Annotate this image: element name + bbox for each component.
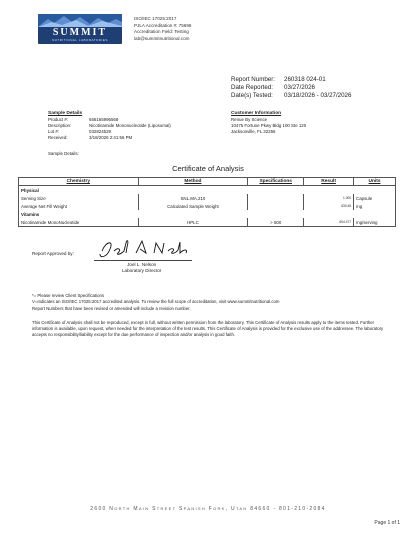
product-value: 656165996568	[89, 117, 119, 122]
lot-value: 032824529	[89, 129, 111, 134]
cell-chemistry: Serving Size	[19, 194, 139, 202]
header-result: Result	[304, 178, 354, 186]
cell-method: SNL.MA.210	[138, 194, 248, 202]
description-value: Nicotinamide Mononucleotide (Liposomal)	[89, 123, 171, 128]
table-row	[19, 194, 396, 202]
report-number-label: Report Number:	[231, 76, 276, 83]
description-label: Description:	[48, 123, 72, 128]
signature-image	[96, 237, 194, 261]
group-label: Vitamins	[19, 210, 139, 218]
coa-title: Certificate of Analysis	[172, 164, 244, 173]
accreditation-line: PJLA Accreditation #: 75696	[134, 22, 192, 28]
cell-units: Capsule	[354, 194, 396, 202]
note-line: Report Numbers that have been revised or amended will include a revision number.	[32, 305, 191, 311]
cell-result: 630.45	[304, 202, 354, 210]
cell-chemistry: Nicotinamide MonoNucleotide	[19, 218, 139, 227]
group-row	[19, 210, 396, 218]
accreditation-line: Accreditation Field: Testing	[134, 29, 189, 35]
cell-units: mg	[354, 202, 396, 210]
signatory-title: Laboratory Director	[122, 268, 162, 273]
header-units: Units	[354, 178, 396, 186]
header-specifications: Specifications	[248, 178, 304, 186]
product-label: Product #:	[48, 117, 69, 122]
report-info	[231, 76, 351, 100]
header-method: Method	[138, 178, 248, 186]
signature-line	[94, 260, 192, 261]
header-chemistry: Chemistry	[19, 178, 139, 186]
customer-info-title: Customer Information	[231, 111, 282, 116]
lot-label: Lot #:	[48, 129, 59, 134]
date-tested-label: Date(s) Tested:	[231, 92, 273, 99]
date-reported: 03/27/2026	[284, 84, 315, 91]
table-row	[19, 218, 396, 227]
received-value: 3/18/2026 2:41:56 PM	[89, 135, 133, 140]
accreditation-line: ISO/IEC 17025:2017	[134, 16, 177, 21]
signatory-name: Joel L. Nelson	[127, 262, 157, 267]
table-header-row	[19, 178, 396, 186]
customer-address-line2: Jacksonville, FL 32256	[231, 129, 276, 134]
results-table	[18, 177, 396, 227]
disclaimer: This Certificate of Analysis shall not be reproduced, except in full, without written permission from the laboratory. This Certificate of Analysis results apply to the items tested. Further information is available, upon request, when needed for the interpretation of the test results. This Certificate of Analysis is provided for the exclusive use of the addressee. The laboratory accepts no responsibility/liability except for the due performance of inspection and/or analysis in good faith.	[32, 320, 384, 338]
cell-result: 1.000	[304, 194, 354, 202]
note-line: V=Indicates an ISO/IEC 17025:2017 accredited analysis. To review the full scope of accreditation, visit www.summitnutritional.com	[32, 299, 280, 305]
sample-details-label: Sample Details:	[48, 151, 79, 156]
customer-info	[231, 117, 306, 135]
cell-method: Calculated Sample Weight	[138, 202, 248, 210]
cell-result: 604.477	[304, 218, 354, 227]
cell-spec: > 500	[248, 218, 304, 227]
mountain-icon	[38, 14, 122, 27]
customer-address-line1: 10475 Fortune Pkwy Bldg 100 Ste 120	[231, 123, 307, 128]
page-number: Page 1 of 1	[374, 520, 400, 526]
table-row	[19, 202, 396, 210]
summit-logo	[38, 14, 122, 44]
logo-name: SUMMIT	[52, 27, 108, 38]
note-line: *= Please review Client Specifications	[32, 293, 105, 298]
report-number: 260318 024-01	[284, 76, 326, 83]
cell-spec	[248, 194, 304, 202]
notes	[32, 293, 392, 312]
date-reported-label: Date Reported:	[231, 84, 273, 91]
logo-subtitle: NUTRITIONAL LABORATORIES	[52, 38, 108, 42]
group-label: Physical	[19, 186, 139, 195]
group-row	[19, 186, 396, 195]
accreditation-block	[134, 16, 191, 42]
cell-units: mg/serving	[354, 218, 396, 227]
cell-method: HPLC	[138, 218, 248, 227]
sample-details-title: Sample Details	[48, 111, 83, 116]
signatory	[122, 262, 161, 274]
received-label: Received:	[48, 135, 68, 140]
date-tested: 03/18/2026 - 03/27/2026	[284, 92, 352, 99]
customer-name: Renue By Science	[231, 117, 268, 122]
sample-details	[48, 117, 171, 141]
footer-address: 2600 North Main Street Spanish Fork, Utah 84660 - 801-210-2084	[90, 506, 326, 512]
cell-chemistry: Average Net Fill Weight	[19, 202, 139, 210]
cell-spec	[248, 202, 304, 210]
accreditation-email: lab@summitnutritional.com	[134, 35, 190, 41]
report-approved-label: Report Approved by:	[32, 251, 74, 256]
